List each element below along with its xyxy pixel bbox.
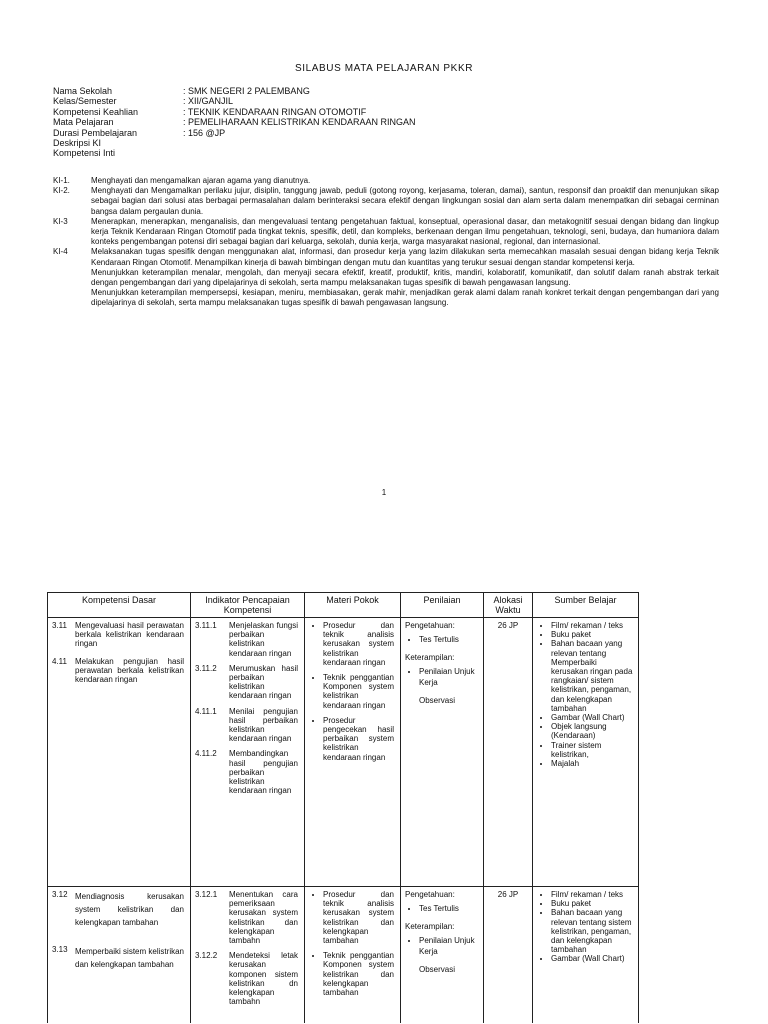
page-number: 1 [381,488,387,497]
meta-row-nama-sekolah [53,86,416,96]
penilaian-item: • Penilaian Unjuk Kerja [419,935,479,957]
materi-item: • Prosedur pengecekan hasil perbaikan system kelistrikan kendaraan ringan [323,716,396,762]
indikator-item [195,951,300,1006]
header-penilaian: Penilaian [401,593,484,618]
cell-alokasi-waktu: 26 JP [484,887,533,1024]
indikator-text: Menjelaskan fungsi perbaikan kelistrikan kendaraan ringan [229,621,298,658]
cell-penilaian [401,887,484,1024]
meta-label: Nama Sekolah [53,86,113,96]
kd-item [52,657,186,685]
meta-row-kompetensi-keahlian [53,107,416,117]
penilaian-observasi: Observasi [419,696,456,706]
meta-value: : SMK NEGERI 2 PALEMBANG [183,86,310,96]
header-alokasi-waktu: Alokasi Waktu [484,593,533,618]
sumber-item: • Gambar (Wall Chart) [551,954,634,963]
ki-extra-paragraph: Menunjukkan keterampilan menalar, mengolah, dan menyaji secara efektif, kreatif, produktif, kritis, mandiri, kolaboratif, komunikatif, dan solutif dalam ranah abstrak terkait dengan pengembangan dari yang dipelajarinya di sekolah, serta mampu melaksanakan tugas spesifik di bawah pengawasan langsung. [91,267,719,288]
kd-text: Memperbaiki sistem kelistrikan dan kelengkapan tambahan [75,947,184,969]
ki-code: KI-4 [53,247,68,257]
silabus-table [47,592,639,1023]
ki-item [53,186,719,217]
header-materi-pokok: Materi Pokok [305,593,401,618]
indikator-item [195,707,300,744]
materi-list [309,621,396,762]
ki-code: KI-3 [53,216,68,226]
indikator-code: 4.11.2 [195,749,217,759]
meta-label: Mata Pelajaran [53,117,114,128]
sumber-item: • Buku paket [551,899,634,908]
indikator-text: Merumuskan hasil perbaikan kelistrikan kendaraan ringan [229,663,298,701]
cell-indikator [191,887,305,1024]
table-header-row [48,593,639,618]
indikator-text: Menentukan cara pemeriksaan kerusakan system kelistrikan dan kelengkapan tambahn [229,890,298,946]
kd-text: Mengevaluasi hasil perawatan berkala kelistrikan kendaraan ringan [75,621,184,649]
meta-label: Kompetensi Inti [53,148,116,159]
header-kompetensi-dasar: Kompetensi Dasar [48,593,191,618]
meta-value: : PEMELIHARAAN KELISTRIKAN KENDARAAN RINGAN [183,117,416,128]
sumber-item: • Buku paket [551,630,634,639]
kd-text: Melakukan pengujian hasil perawatan berkala kelistrikan kendaraan ringan [75,656,184,685]
document-title: SILABUS MATA PELAJARAN PKKR [294,63,474,74]
kd-code: 3.12 [52,890,68,899]
penilaian-keterampilan-list [405,666,479,688]
kd-code: 3.11 [52,621,67,630]
ki-text: Melaksanakan tugas spesifik dengan menggunakan alat, informasi, dan prosedur kerja yang lazim dilakukan serta memecahkan masalah sesuai dengan bidang kerja Teknik Kendaraan Ringan Otomotif. Menampilkan kinerja di bawah bimbingan dengan mutu dan kuantitas yang terukur sesuai dengan standar kompetensi kerja. [91,247,719,267]
ki-text: Menghayati dan Mengamalkan perilaku jujur, disiplin, tanggung jawab, peduli (gotong royong, kerjasama, toleran, damai), santun, responsif dan proaktif dan menunjukan sikap sebagai bagian dari solusi atas berbagai permasalahan dalam berinteraksi secara efektif dengan lingkungan sosial dan alam serta dalam menempatkan diri sebagai cerminan bangsa dalam pergaulan dunia. [91,186,719,216]
kd-code: 3.13 [52,945,68,954]
indikator-code: 3.12.1 [195,890,218,899]
materi-item: • Teknik penggantian Komponen system kelistrikan dan kelengkapan tambahan [323,951,396,997]
ki-text: Menerapkan, menerapkan, menganalisis, dan mengevaluasi tentang pengetahuan faktual, konseptual, operasional dasar, dan metakognitif sesuai dengan bidang dan lingkup kerja Teknik Kendaraan Ringan Otomotif pada tingkat teknis, spesifik, detil, dan kompleks, berkenaan dengan ilmu pengetahuan, teknologi, seni, budaya, dan humaniora dalam konteks pengembangan potensi diri sebagai bagian dari keluarga, sekolah, dunia kerja, warga masyarakat nasional, regional, dan internasional. [91,216,719,247]
table-row [48,618,639,887]
sumber-item: • Objek langsung (Kendaraan) [551,722,634,740]
ki-code: KI-1. [53,176,70,185]
cell-kompetensi-dasar [48,887,191,1024]
meta-row-deskripsi-ki [53,138,416,148]
sumber-list [537,621,634,768]
penilaian-keterampilan-label: Keterampilan: [405,922,455,932]
indikator-item [195,749,300,795]
penilaian-keterampilan-label: Keterampilan: [405,653,455,663]
sumber-item: • Gambar (Wall Chart) [551,713,634,722]
meta-row-kelas-semester [53,96,416,106]
cell-materi-pokok [305,618,401,887]
meta-block [53,86,416,159]
table-row [48,887,639,1024]
header-indikator: Indikator Pencapaian Kompetensi [191,593,305,618]
penilaian-item: • Tes Tertulis [419,903,479,914]
sumber-item: • Film/ rekaman / teks [551,890,634,899]
indikator-item [195,621,300,658]
sumber-item: • Majalah [551,759,634,768]
indikator-text: Menilai pengujian hasil perbaikan kelistrikan kendaraan ringan [229,706,298,744]
ki-item [53,176,719,186]
penilaian-pengetahuan-list [405,634,479,645]
sumber-item: • Bahan bacaan yang relevan tentang Memperbaiki kerusakan ringan pada rangkaian/ sistem kelistrikan, pengaman, dan kelengkapan tambahan [551,639,634,713]
penilaian-pengetahuan-list [405,903,479,914]
kd-item [52,945,186,971]
indikator-code: 3.11.2 [195,663,217,673]
cell-kompetensi-dasar [48,618,191,887]
materi-item: • Prosedur dan teknik analisis kerusakan system kelistrikan dan kelengkapan tambahan [323,890,396,945]
indikator-code: 3.12.2 [195,951,218,961]
materi-item: • Prosedur dan teknik analisis kerusakan system kelistrikan kendaraan ringan [323,621,396,667]
meta-label: Kelas/Semester [53,96,117,107]
sumber-list [537,890,634,964]
ki-item [53,247,719,267]
kd-code: 4.11 [52,656,67,666]
meta-row-mata-pelajaran [53,117,416,127]
ki-text: Menghayati dan mengamalkan ajaran agama yang dianutnya. [91,176,311,185]
indikator-text: Membandingkan hasil pengujian perbaikan kelistrikan kendaraan ringan [229,749,298,796]
penilaian-pengetahuan-label: Pengetahuan: [405,890,455,899]
penilaian-keterampilan-list [405,935,479,957]
cell-alokasi-waktu: 26 JP [484,618,533,887]
kompetensi-inti-list [53,176,719,309]
indikator-code: 3.11.1 [195,621,217,630]
ki-item [53,217,719,248]
header-sumber-belajar: Sumber Belajar [533,593,639,618]
indikator-item [195,890,300,945]
ki-extra-paragraph: Menunjukkan keterampilan mempersepsi, kesiapan, meniru, membiasakan, gerak mahir, menjadikan gerak alami dalam ranah konkret terkait dengan pengembangan dari yang dipelajarinya di sekolah, serta mampu melaksanakan tugas spesifik di bawah pengawasan langsung. [91,288,719,308]
ki-code: KI-2. [53,186,70,196]
penilaian-item: • Penilaian Unjuk Kerja [419,666,479,688]
sumber-item: • Film/ rekaman / teks [551,621,634,630]
cell-sumber-belajar [533,887,639,1024]
materi-item: • Teknik penggantian Komponen system kelistrikan kendaraan ringan [323,673,396,710]
cell-sumber-belajar [533,618,639,887]
cell-materi-pokok [305,887,401,1024]
meta-row-kompetensi-inti [53,148,416,158]
indikator-code: 4.11.1 [195,706,217,716]
materi-list [309,890,396,997]
indikator-text: Mendeteksi letak kerusakan komponen sistem kelistrikan dn kelengkapan tambahn [229,951,298,1007]
meta-value: : XII/GANJIL [183,96,234,107]
kd-text: Mendiagnosis kerusakan system kelistrikan dan kelengkapan tambahan [75,892,184,927]
meta-label: Deskripsi KI [53,138,102,149]
meta-value: : TEKNIK KENDARAAN RINGAN OTOMOTIF [183,106,367,117]
kd-item [52,890,186,929]
sumber-item: • Bahan bacaan yang relevan tentang sistem kelistrikan, pengaman, dan kelengkapan tambahan [551,908,634,954]
meta-row-durasi [53,128,416,138]
kd-item [52,621,186,649]
penilaian-item: • Tes Tertulis [419,634,479,645]
cell-indikator [191,618,305,887]
meta-value: : 156 @JP [183,127,226,138]
penilaian-pengetahuan-label: Pengetahuan: [405,621,455,630]
meta-label: Kompetensi Keahlian [53,106,139,117]
cell-penilaian [401,618,484,887]
meta-label: Durasi Pembelajaran [53,127,138,138]
penilaian-observasi: Observasi [419,965,456,975]
sumber-item: • Trainer sistem kelistrikan, [551,741,634,759]
indikator-item [195,664,300,701]
